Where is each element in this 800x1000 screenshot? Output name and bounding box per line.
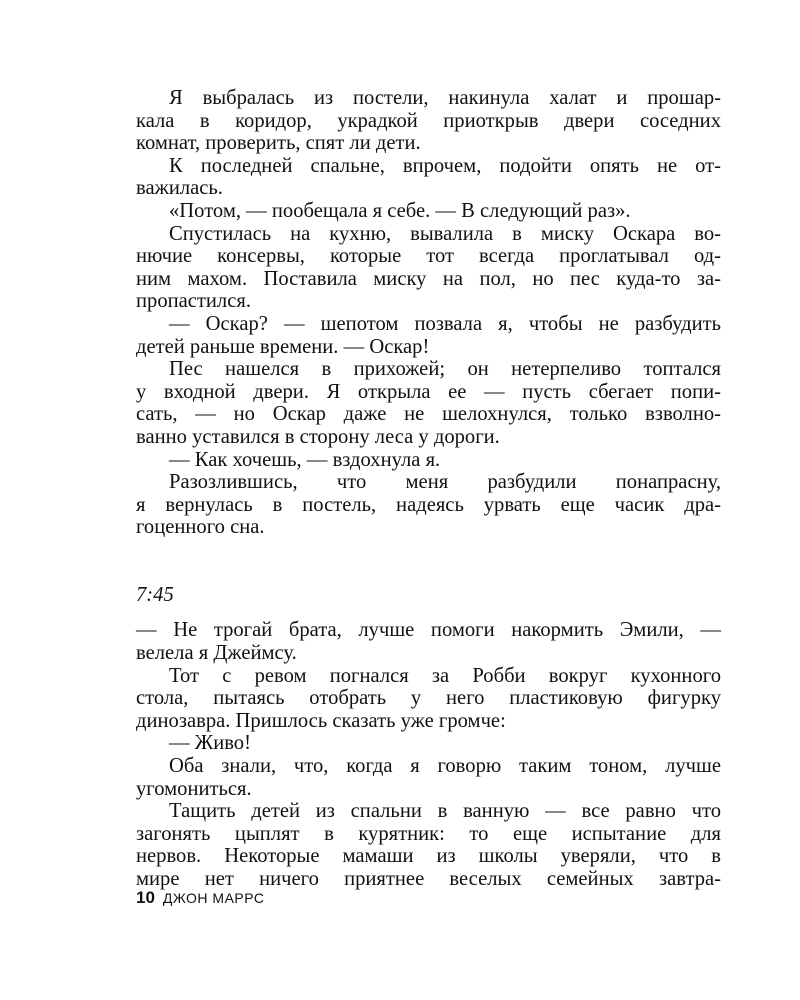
text-line: — Живо! bbox=[169, 732, 251, 755]
running-author: ДЖОН МАРРС bbox=[162, 890, 265, 906]
text-line: стола, пытаясь отобрать у него пластиковую фигурку bbox=[136, 687, 721, 710]
text-line: — Не трогай брата, лучше помоги накормить Эмили, — bbox=[136, 619, 721, 642]
text-line: гоценного сна. bbox=[136, 516, 265, 539]
text-line: — Оскар? — шепотом позвала я, чтобы не разбудить bbox=[169, 312, 721, 335]
text-line: пропастился. bbox=[136, 290, 251, 313]
text-line: К последней спальне, впрочем, подойти опять не от- bbox=[169, 154, 721, 177]
section-2 bbox=[136, 619, 721, 890]
text-line: ванно уставился в сторону леса у дороги. bbox=[136, 425, 500, 448]
text-line: загонять цыплят в курятник: то еще испытание для bbox=[136, 822, 721, 845]
text-line: у входной двери. Я открыла ее — пусть сбегает попи- bbox=[136, 380, 721, 403]
text-line: Спустилась на кухню, вывалила в миску Оскара во- bbox=[169, 222, 721, 245]
text-line: Оба знали, что, когда я говорю таким тоном, лучше bbox=[169, 755, 721, 778]
text-line: Тащить детей из спальни в ванную — все равно что bbox=[169, 800, 721, 823]
text-line: Пес нашелся в прихожей; он нетерпеливо топтался bbox=[169, 358, 721, 381]
text-line: велела я Джеймсу. bbox=[136, 642, 297, 665]
text-line: я вернулась в постель, надеясь урвать еще часик дра- bbox=[136, 493, 721, 516]
section-gap bbox=[136, 539, 721, 584]
text-line: мире нет ничего приятнее веселых семейных завтра- bbox=[136, 868, 721, 890]
text-line: Я выбралась из постели, накинула халат и прошар- bbox=[169, 87, 721, 109]
text-line: важилась. bbox=[136, 177, 223, 200]
text-line: детей раньше времени. — Оскар! bbox=[136, 335, 430, 358]
text-line: Разозлившись, что меня разбудили понапрасну, bbox=[169, 471, 721, 494]
text-line: — Как хочешь, — вздохнула я. bbox=[169, 448, 441, 471]
text-line: нервов. Некоторые мамаши из школы уверяли, что в bbox=[136, 845, 721, 868]
text-line: динозавра. Пришлось сказать уже громче: bbox=[136, 709, 506, 732]
text-line: сать, — но Оскар даже не шелохнулся, только взволно- bbox=[136, 403, 721, 426]
section-1 bbox=[136, 87, 721, 539]
page-number: 10 bbox=[136, 888, 155, 907]
text-line: ним махом. Поставила миску на пол, но пес куда-то за- bbox=[136, 267, 721, 290]
text-line: Тот с ревом погнался за Робби вокруг кухонного bbox=[169, 664, 721, 687]
text-line: комнат, проверить, спят ли дети. bbox=[136, 132, 421, 155]
text-line: угомониться. bbox=[136, 777, 252, 800]
text-line: кала в коридор, украдкой приоткрыв двери соседних bbox=[136, 109, 721, 132]
text-line: нючие консервы, которые тот всегда проглатывал од- bbox=[136, 245, 721, 268]
text-line: «Потом, — пообещала я себе. — В следующий раз». bbox=[169, 199, 631, 222]
page-footer bbox=[136, 888, 265, 908]
time-heading: 7:45 bbox=[136, 583, 174, 606]
book-page bbox=[136, 87, 721, 891]
